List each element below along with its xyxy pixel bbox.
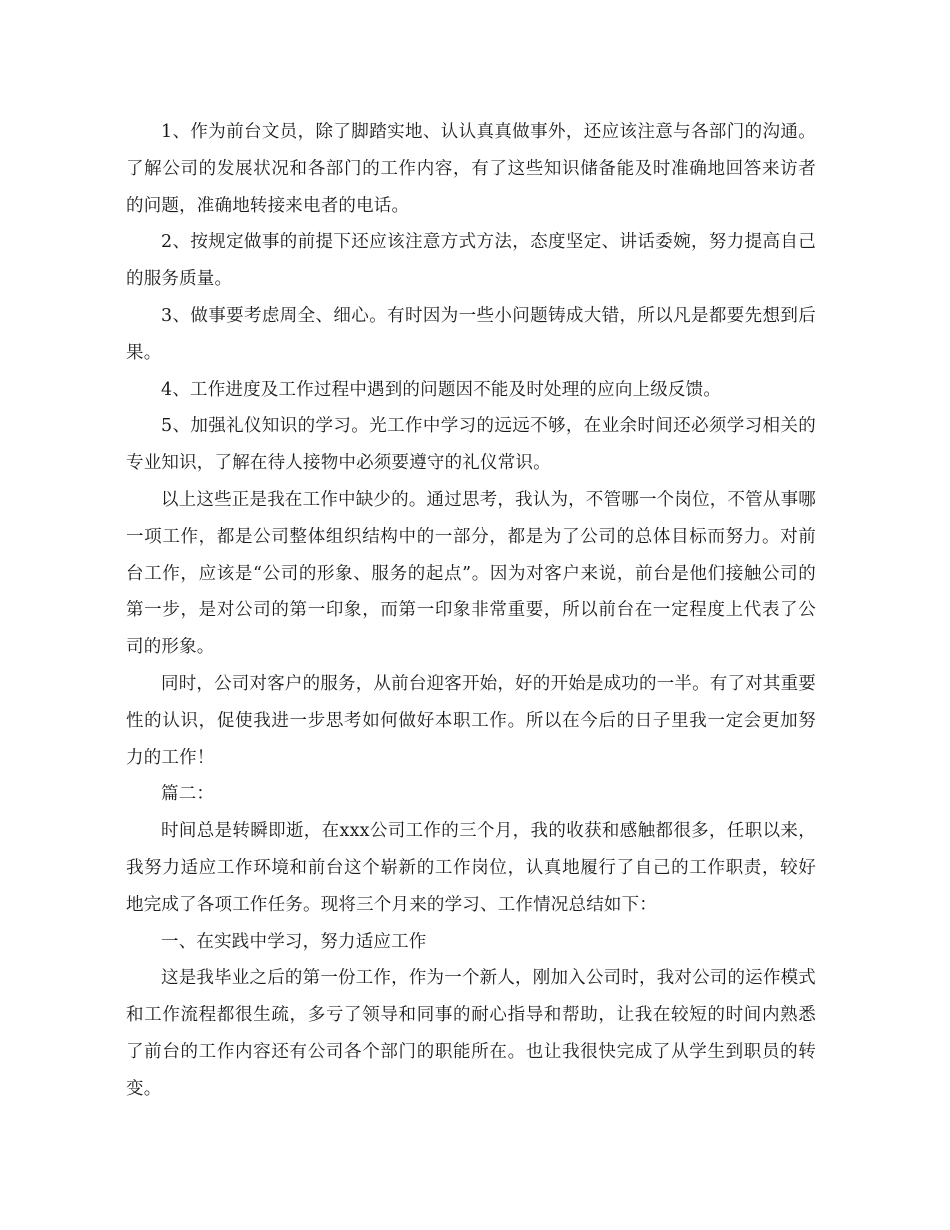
document-body: [126, 114, 816, 1108]
paragraph-2: 2、按规定做事的前提下还应该注意方式方法，态度坚定、讲话委婉，努力提高自己的服务质量。: [126, 232, 816, 290]
paragraph-4: 4、工作进度及工作过程中遇到的问题因不能及时处理的应向上级反馈。: [161, 379, 722, 400]
paragraph-1: 1、作为前台文员，除了脚踏实地、认认真真做事外，还应该注意与各部门的沟通。了解公司的发展状况和各部门的工作内容，有了这些知识储备能及时准确地回答来访者的问题，准确地转接来电者的电话。: [126, 122, 816, 216]
paragraph-9: 时间总是转瞬即逝，在xxx公司工作的三个月，我的收获和感触都很多，任职以来，我努力适应工作环境和前台这个崭新的工作岗位，认真地履行了自己的工作职责，较好地完成了各项工作任务。现将三个月来的学习、工作情况总结如下：: [126, 821, 816, 915]
section-heading-part-two: 篇二：: [161, 784, 215, 805]
paragraph-11: 这是我毕业之后的第一份工作，作为一个新人，刚加入公司时，我对公司的运作模式和工作流程都很生疏，多亏了领导和同事的耐心指导和帮助，让我在较短的时间内熟悉了前台的工作内容还有公司各个部门的职能所在。也让我很快完成了从学生到职员的转变。: [126, 968, 816, 1099]
paragraph-7: 同时，公司对客户的服务，从前台迎客开始，好的开始是成功的一半。有了对其重要性的认识，促使我进一步思考如何做好本职工作。所以在今后的日子里我一定会更加努力的工作！: [126, 673, 816, 768]
section-heading-practice: 一、在实践中学习，努力适应工作: [161, 931, 427, 952]
paragraph-3: 3、做事要考虑周全、细心。有时因为一些小问题铸成大错，所以凡是都要先想到后果。: [126, 305, 816, 363]
paragraph-6: 以上这些正是我在工作中缺少的。通过思考，我认为，不管哪一个岗位，不管从事哪一项工作，都是公司整体组织结构中的一部分，都是为了公司的总体目标而努力。对前台工作，应该是“公司的形象、服务的起点”。因为对客户来说，前台是他们接触公司的第一步，是对公司的第一印象，而第一印象非常重要，所以前台在一定程度上代表了公司的形象。: [126, 489, 816, 658]
paragraph-5: 5、加强礼仪知识的学习。光工作中学习的远远不够，在业余时间还必须学习相关的专业知识，了解在待人接物中必须要遵守的礼仪常识。: [126, 416, 816, 474]
